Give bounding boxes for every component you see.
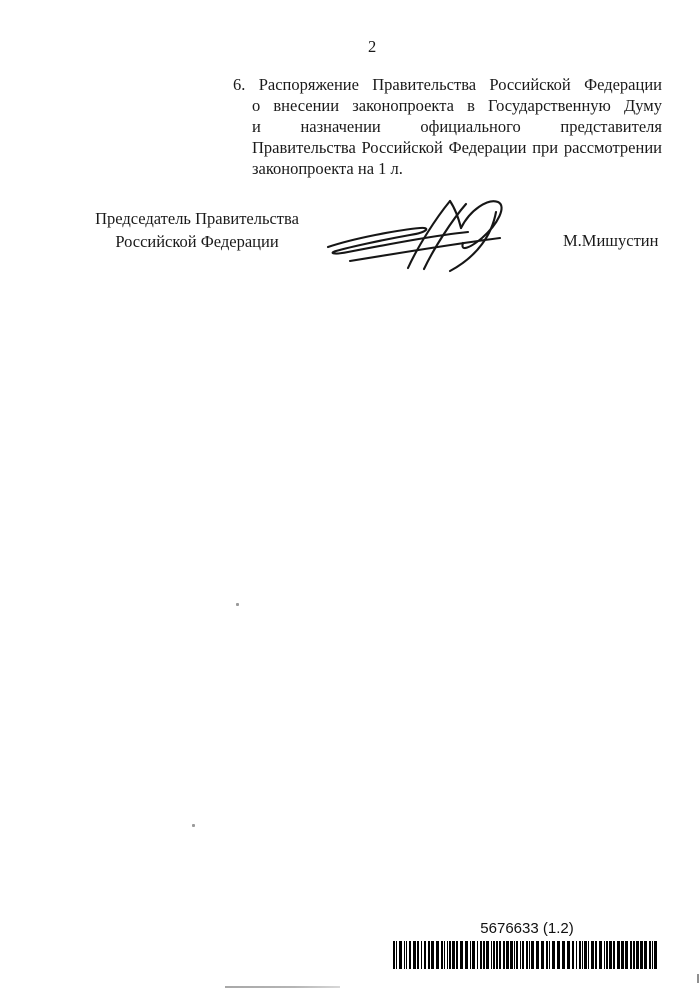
paragraph-line: и назначении официального представителя — [252, 117, 662, 136]
barcode-label: 5676633 (1.2) — [480, 920, 574, 937]
paragraph-line: законопроекта на 1 л. — [252, 159, 403, 178]
scan-speck — [192, 824, 195, 827]
page-number: 2 — [368, 37, 377, 56]
handwritten-signature-icon — [320, 190, 515, 275]
item-marker: 6. — [233, 75, 246, 94]
signer-title-line2: Российской Федерации — [115, 232, 279, 251]
barcode — [393, 941, 661, 969]
numbered-paragraph — [233, 74, 663, 179]
paragraph-line: Правительства Российской Федерации при рассмотрении — [252, 138, 662, 157]
scan-edge-artifact — [697, 974, 699, 983]
scan-speck — [236, 603, 239, 606]
signer-title — [92, 207, 302, 253]
signer-title-line1: Председатель Правительства — [95, 209, 299, 228]
scan-streak-artifact — [225, 986, 340, 988]
signer-name: М.Мишустин — [563, 231, 659, 250]
paragraph-line: о внесении законопроекта в Государственную Думу — [252, 96, 662, 115]
paragraph-text: Распоряжение Правительства Российской Федерации — [258, 75, 662, 94]
paragraph-line — [233, 74, 662, 95]
